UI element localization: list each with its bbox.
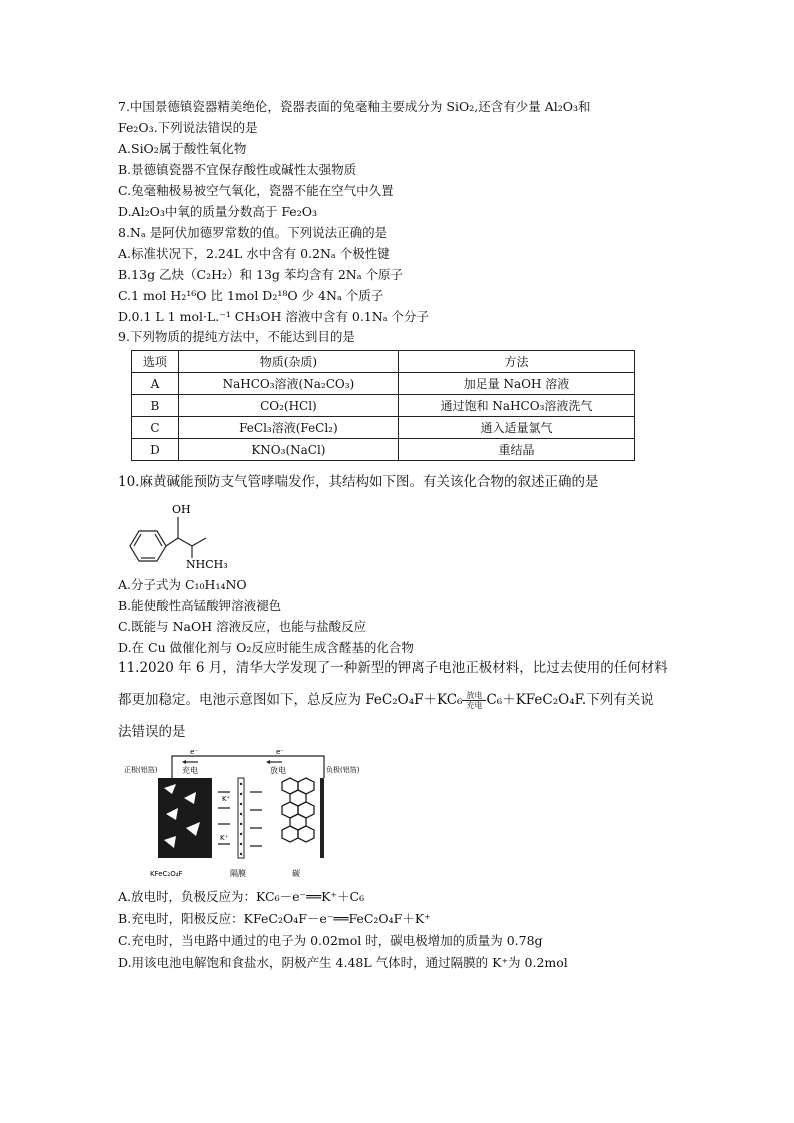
- potassium-ion-label-1: K⁺: [222, 795, 231, 803]
- table-cell: D: [132, 439, 179, 461]
- table-header-row: [132, 351, 635, 373]
- battery-diagram: [124, 748, 360, 882]
- q8-stem: 8.Nₐ 是阿伏加德罗常数的值。下列说法正确的是: [118, 225, 388, 240]
- table-cell: CO₂(HCl): [178, 395, 398, 417]
- charge-label: 充电: [182, 766, 198, 775]
- benzene-ring: [130, 531, 166, 561]
- table-row: [132, 373, 635, 395]
- table-cell: 重结晶: [399, 439, 635, 461]
- q8-option-d: D.0.1 L 1 mol·L.⁻¹ CH₃OH 溶液中含有 0.1Nₐ 个分子: [118, 309, 429, 324]
- reaction-arrow: [462, 691, 486, 710]
- table-row: [132, 395, 635, 417]
- q10-option-b: B.能使酸性高锰酸钾溶液褪色: [118, 598, 282, 613]
- q11-stem-part1: 都更加稳定。电池示意图如下，总反应为 FeC₂O₄F＋KC₆: [118, 692, 463, 708]
- q11-stem-line2: [118, 690, 654, 710]
- table-cell: C: [132, 417, 179, 439]
- q11-option-c: C.充电时，当电路中通过的电子为 0.02mol 时，碳电极增加的质量为 0.78g: [118, 933, 543, 948]
- q10-option-c: C.既能与 NaOH 溶液反应，也能与盐酸反应: [118, 619, 367, 634]
- methylamino-label: NHCH₃: [186, 558, 228, 571]
- q11-stem-part2: C₆＋KFeC₂O₄F.下列有关说: [486, 692, 654, 708]
- q7-option-d: D.Al₂O₃中氧的质量分数高于 Fe₂O₃: [118, 204, 317, 219]
- q11-option-b: B.充电时，阳极反应：KFeC₂O₄F－e⁻══FeC₂O₄F＋K⁺: [118, 911, 431, 926]
- q10-option-a: A.分子式为 C₁₀H₁₄NO: [118, 577, 247, 592]
- table-cell: 加足量 NaOH 溶液: [399, 373, 635, 395]
- q11-option-a: A.放电时，负极反应为：KC₆－e⁻══K⁺＋C₆: [118, 889, 365, 904]
- table-cell: 通入适量氯气: [399, 417, 635, 439]
- negative-electrode-label: 负极(铝箔): [326, 766, 360, 774]
- carbon-label: 碳: [292, 869, 300, 878]
- table-header: 物质(杂质): [178, 351, 398, 373]
- q7-stem-line2: Fe₂O₃.下列说法错误的是: [118, 120, 258, 135]
- q10-option-d: D.在 Cu 做催化剂与 O₂反应时能生成含醛基的化合物: [118, 640, 414, 655]
- table-header: 选项: [132, 351, 179, 373]
- table-cell: KNO₃(NaCl): [178, 439, 398, 461]
- separator-label: 隔膜: [230, 869, 246, 878]
- q8-option-c: C.1 mol H₂¹⁶O 比 1mol D₂¹⁸O 少 4Nₐ 个质子: [118, 288, 384, 303]
- table-cell: A: [132, 373, 179, 395]
- q8-option-b: B.13g 乙炔（C₂H₂）和 13g 苯均含有 2Nₐ 个原子: [118, 267, 404, 282]
- table-cell: NaHCO₃溶液(Na₂CO₃): [178, 373, 398, 395]
- table-header: 方法: [399, 351, 635, 373]
- cathode-material-label: KFeC₂O₄F: [150, 870, 183, 878]
- positive-electrode-label: 正极(铝箔): [124, 766, 158, 774]
- ephedrine-structure: [126, 500, 236, 572]
- q7-stem-line1: 7.中国景德镇瓷器精美绝伦，瓷器表面的兔毫釉主要成分为 SiO₂,还含有少量 Al₂O₃和: [118, 99, 591, 114]
- separator: [238, 778, 244, 858]
- q9-table: [131, 350, 635, 461]
- q11-option-d: D.用该电池电解饱和食盐水，阴极产生 4.48L 气体时，通过隔膜的 K⁺为 0.2mol: [118, 955, 568, 970]
- table-cell: B: [132, 395, 179, 417]
- table-row: [132, 417, 635, 439]
- q11-stem-line1: 11.2020 年 6 月，清华大学发现了一种新型的钾离子电池正极材料，比过去使用的任何材料: [118, 660, 668, 676]
- arrow-bottom-label: 充电: [466, 701, 483, 710]
- q10-stem: 10.麻黄碱能预防支气管哮喘发作，其结构如下图。有关该化合物的叙述正确的是: [118, 474, 599, 490]
- q9-stem: 9.下列物质的提纯方法中，不能达到目的是: [118, 329, 355, 344]
- graphite-layers: [282, 778, 314, 842]
- q11-stem-line3: 法错误的是: [118, 724, 186, 740]
- discharge-label: 放电: [270, 766, 286, 775]
- electron-left-label: e⁻: [190, 748, 199, 756]
- q7-option-a: A.SiO₂属于酸性氧化物: [118, 141, 247, 156]
- potassium-ion-label-2: K⁺: [220, 834, 229, 842]
- hydroxyl-label: OH: [172, 503, 191, 516]
- q7-option-b: B.景德镇瓷器不宜保存酸性或碱性太强物质: [118, 162, 357, 177]
- anode-collector: [320, 778, 324, 858]
- table-row: [132, 439, 635, 461]
- q8-option-a: A.标准状况下，2.24L 水中含有 0.2Nₐ 个极性键: [118, 246, 390, 261]
- electron-right-label: e⁻: [276, 748, 285, 756]
- table-cell: 通过饱和 NaHCO₃溶液洗气: [399, 395, 635, 417]
- q7-option-c: C.兔毫釉极易被空气氧化，瓷器不能在空气中久置: [118, 183, 394, 198]
- table-cell: FeCl₃溶液(FeCl₂): [178, 417, 398, 439]
- arrow-top-label: 放电: [466, 691, 483, 700]
- cathode-material: [158, 778, 212, 858]
